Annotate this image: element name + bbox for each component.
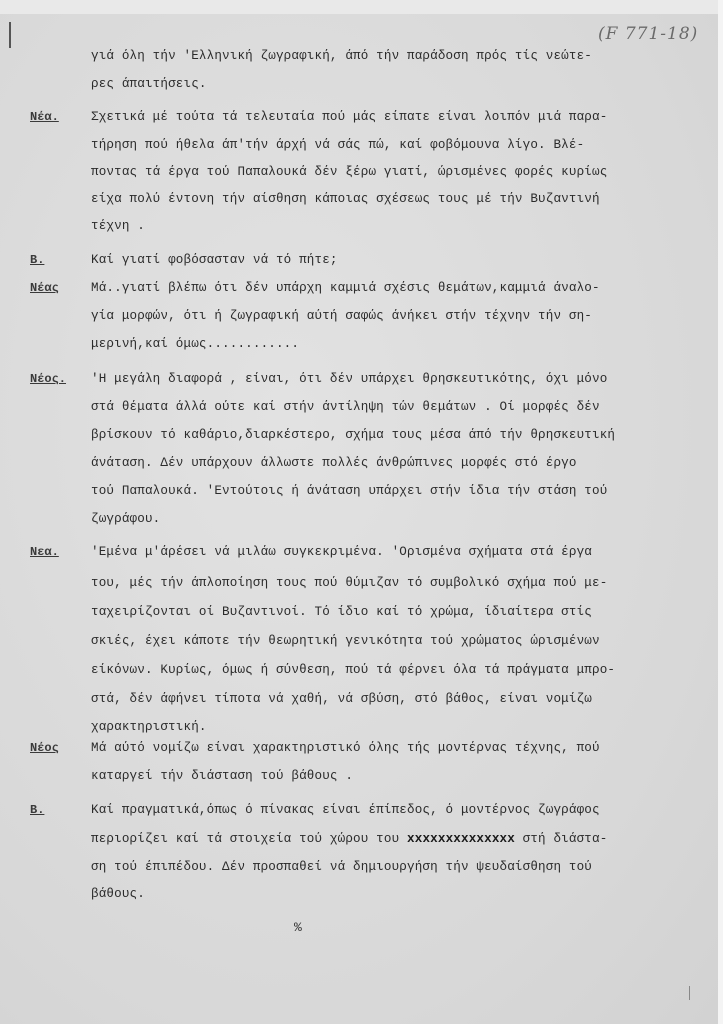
text-line-content: Σχετικά μέ τούτα τά τελευταία πού μάς είπατε είναι λοιπόν μιά παρα- <box>91 110 608 124</box>
text-line-content: ζωγράφου. <box>91 512 161 526</box>
text-line <box>91 860 592 874</box>
text-line-content: ποντας τά έργα τού Παπαλουκά δέν ξέρω γιατί, ώρισμένες φορές κυρίως <box>91 165 608 179</box>
speaker-label: Νεα. <box>30 545 59 559</box>
text-line <box>91 484 607 498</box>
text-line-content: είχα πολύ έντονη τήν αίσθηση κάποιας σχέσεως τους μέ τήν Βυζαντινή <box>91 192 600 206</box>
text-line-content: Μά αύτό νομίζω είναι χαρακτηριστικό όλης τής μοντέρνας τέχνης, πού <box>91 741 600 755</box>
text-line <box>91 832 607 846</box>
text-line <box>91 281 600 295</box>
text-line <box>91 741 600 755</box>
speaker-label: Νέος <box>30 741 59 755</box>
speaker-label: Νέα. <box>30 110 59 124</box>
text-line-content: στά θέματα άλλά ούτε καί στήν άντίληψη τών θεμάτων . Οί μορφές δέν <box>91 400 600 414</box>
text-line <box>91 428 615 442</box>
struck-out-text: xxxxxxxxxxxxxx <box>407 832 515 846</box>
margin-tick <box>689 986 690 1000</box>
text-line <box>91 138 584 152</box>
text-line-content: Καί πραγματικά,όπως ό πίνακας είναι έπίπεδος, ό μοντέρνος ζωγράφος <box>91 803 600 817</box>
text-line <box>91 663 615 677</box>
text-line-content: τέχνη . <box>91 219 145 233</box>
text-line <box>91 692 592 706</box>
text-line-content: τήρηση πού ήθελα άπ'τήν άρχή νά σάς πώ, καί φοβόμουνα λίγο. Βλέ- <box>91 138 585 152</box>
text-line-content: μερινή,καί όμως............ <box>91 337 300 351</box>
text-line <box>91 372 607 386</box>
archive-reference-mark: (F 771-18) <box>598 24 699 44</box>
text-line-content: στά, δέν άφήνει τίποτα νά χαθή, νά σβύση, στό βάθος, είναι νομίζω <box>91 692 592 706</box>
text-line-content: γιά όλη τήν 'Ελληνική ζωγραφική, άπό τήν παράδοση πρός τίς νεώτε- <box>91 49 592 63</box>
text-line-content: του, μές τήν άπλοποίηση τους πού θύμιζαν τό συμβολικό σχήμα πού με- <box>91 576 608 590</box>
text-line-content: ταχειρίζονται οί Βυζαντινοί. Τό ίδιο καί τό χρώμα, ίδιαίτερα στίς <box>91 605 592 619</box>
text-line <box>91 219 145 233</box>
text-line-content: τού Παπαλουκά. 'Εντούτοις ή άνάταση υπάρχει στήν ίδια τήν στάση τού <box>91 484 608 498</box>
page-edge <box>718 0 723 1024</box>
text-line-content: Καί γιατί φοβόσασταν νά τό πήτε; <box>91 253 338 267</box>
text-line <box>91 887 145 901</box>
binding-mark <box>9 22 11 48</box>
text-line <box>91 77 207 91</box>
text-line <box>91 337 299 351</box>
speaker-label: Νέος. <box>30 372 67 386</box>
text-line <box>91 110 607 124</box>
text-line <box>91 309 592 323</box>
text-line-content: ση τού έπιπέδου. Δέν προσπαθεί νά δημιουργήση τήν ψευδαίσθηση τού <box>91 860 592 874</box>
text-line-content: χαρακτηριστική. <box>91 720 207 734</box>
speaker-label: Β. <box>30 803 45 817</box>
text-line <box>91 720 207 734</box>
text-line <box>91 545 592 559</box>
text-line-content: καταργεί τήν διάσταση τού βάθους . <box>91 769 354 783</box>
text-line-content: σκιές, έχει κάποτε τήν θεωρητική γενικότητα τού χρώματος ώρισμένων <box>91 634 600 648</box>
text-line <box>91 192 600 206</box>
text-line <box>91 634 600 648</box>
text-line-content: 'Η μεγάλη διαφορά , είναι, ότι δέν υπάρχει θρησκευτικότης, όχι μόνο <box>91 372 608 386</box>
speaker-label: Νέας <box>30 281 59 295</box>
text-line <box>91 605 592 619</box>
text-line-content: άνάταση. Δέν υπάρχουν άλλωστε πολλές άνθρώπινες μορφές στό έργο <box>91 456 577 470</box>
text-line <box>91 576 607 590</box>
text-line <box>91 769 353 783</box>
text-line-content: βάθους. <box>91 887 145 901</box>
text-line-content: γία μορφών, ότι ή ζωγραφική αύτή σαφώς άνήκει στήν τέχνην τήν ση- <box>91 309 592 323</box>
text-line-content: είκόνων. Κυρίως, όμως ή σύνθεση, πού τά φέρνει όλα τά πράγματα μπρο- <box>91 663 616 677</box>
text-line <box>91 512 160 526</box>
text-line <box>91 400 600 414</box>
text-line-content: Μά..γιατί βλέπω ότι δέν υπάρχη καμμιά σχέσις θεμάτων,καμμιά άναλο- <box>91 281 600 295</box>
text-line <box>91 456 577 470</box>
page-end-mark: % <box>294 920 302 935</box>
text-line-content: 'Εμένα μ'άρέσει νά μιλάω συγκεκριμένα. 'Ορισμένα σχήματα στά έργα <box>91 545 592 559</box>
text-line <box>91 253 338 267</box>
text-line-tail: στή διάστα- <box>514 832 608 846</box>
text-line <box>91 165 607 179</box>
speaker-label: Β. <box>30 253 45 267</box>
text-line-content: περιορίζει καί τά στοιχεία τού χώρου του <box>91 832 400 846</box>
text-line-content: βρίσκουν τό καθάριο,διαρκέστερο, σχήμα τους μέσα άπό τήν θρησκευτική <box>91 428 616 442</box>
text-line <box>91 49 592 63</box>
text-line <box>91 803 600 817</box>
text-line-content: ρες άπαιτήσεις. <box>91 77 207 91</box>
